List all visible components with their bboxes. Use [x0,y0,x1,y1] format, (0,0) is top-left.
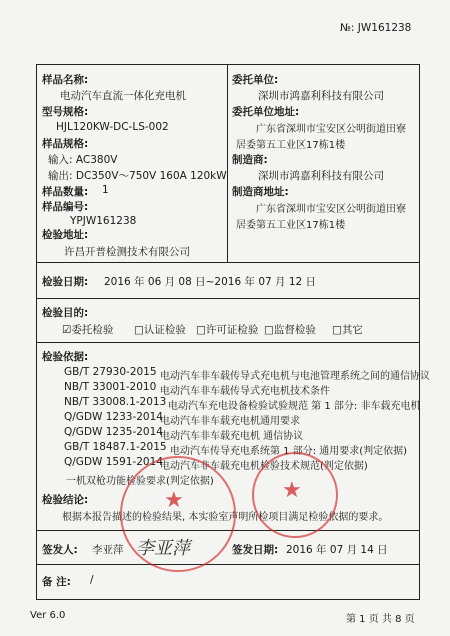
remark-label: 备 注: [42,576,71,588]
manufacturer-address-line1: 广东省深圳市宝安区公明街道田寮 [256,204,406,215]
basis-item-code: NB/T 33001-2010 [64,381,157,393]
client-label: 委托单位: [232,74,279,86]
manufacturer-address-line2: 居委第五工业区17栋1楼 [236,220,346,231]
manufacturer-label: 制造商: [232,154,268,166]
seal-star-icon: ★ [164,488,184,513]
period-label: 检验日期: [42,276,89,288]
basis-item-code: GB/T 18487.1-2015 [64,441,167,453]
sample-name-value: 电动汽车直流一体化充电机 [60,90,186,102]
top-section-divider [227,64,228,262]
sign-date-value: 2016 年 07 月 14 日 [286,544,388,556]
inspector-value: 许昌开普检测技术有限公司 [64,246,190,258]
signer-signature: 李亚萍 [136,538,190,559]
basis-item-text: 电动汽车非车载传导式充电机与电池管理系统之间的通信协议 [160,371,430,382]
basis-label: 检验依据: [42,351,89,363]
purpose-option-certification: □认证检验 [134,324,186,336]
basis-item-code: NB/T 33008.1-2013 [64,396,167,408]
sample-name-label: 样品名称: [42,74,89,86]
basis-item-text: 电动汽车非车载传导式充电机技术条件 [160,386,330,397]
model-value: HJL120KW-DC-LS-002 [56,121,169,133]
purpose-option-other: □其它 [332,324,363,336]
report-number: №: JW161238 [340,22,412,34]
spec-output: 输出: DC350V～750V 160A 120kW [48,170,227,182]
client-address-label: 委托单位地址: [232,106,300,118]
period-value: 2016 年 06 月 08 日~2016 年 07 月 12 日 [104,276,317,288]
row-divider-purpose-top [36,298,420,299]
basis-extra: 一机双枪功能检验要求(判定依据) [66,476,214,487]
basis-item-code: Q/GDW 1591-2014 [64,456,163,468]
purpose-option-supervision: □监督检验 [264,324,316,336]
signer-name: 李亚萍 [92,544,124,556]
conclusion-text: 根据本报告描述的检验结果, 本实验室声明所检项目满足检验依据的要求。 [62,512,389,523]
row-divider-remark-top [36,564,420,565]
purpose-label: 检验目的: [42,307,89,319]
manufacturer-value: 深圳市鸿嘉利科技有限公司 [258,170,384,182]
basis-item-code: Q/GDW 1235-2014 [64,426,163,438]
purpose-option-entrusted: ☑委托检验 [62,324,114,336]
purpose-option-license: □许可证检验 [196,324,259,336]
spec-label: 样品规格: [42,138,89,150]
conclusion-label: 检验结论: [42,494,89,506]
signer-label: 签发人: [42,544,78,556]
manufacturer-address-label: 制造商地址: [232,186,289,198]
basis-item-text: 电动汽车充电设备检验试验规范 第 1 部分: 非车载充电机 [168,401,421,412]
basis-item-code: Q/GDW 1233-2014 [64,411,163,423]
sign-date-label: 签发日期: [232,544,279,556]
sample-no-value: YPJW161238 [70,215,137,227]
basis-item-text: 电动汽车非车载充电机 通信协议 [160,431,304,442]
basis-item-code: GB/T 27930-2015 [64,366,157,378]
footer-version: Ver 6.0 [30,610,66,621]
quantity-value: 1 [102,184,109,196]
row-divider-period-top [36,262,420,263]
client-address-line2: 居委第五工业区17栋1楼 [236,140,346,151]
basis-item-text: 电动汽车非车载充电机通用要求 [160,416,300,427]
client-value: 深圳市鸿嘉利科技有限公司 [258,90,384,102]
quantity-label: 样品数量: [42,186,89,198]
basis-item-text: 电动汽车传导充电系统第 1 部分: 通用要求(判定依据) [170,446,408,457]
footer-page: 第 1 页 共 8 页 [346,614,415,625]
seal-star-icon: ★ [282,478,302,503]
remark-value: / [90,574,94,586]
row-divider-basis-top [36,342,420,343]
basis-item-text: 电动汽车非车载充电机检验技术规范(判定依据) [160,461,368,472]
model-label: 型号规格: [42,106,89,118]
sample-no-label: 样品编号: [42,201,89,213]
spec-input: 输入: AC380V [48,154,118,166]
client-address-line1: 广东省深圳市宝安区公明街道田寮 [256,124,406,135]
inspector-label: 检验地址: [42,229,89,241]
